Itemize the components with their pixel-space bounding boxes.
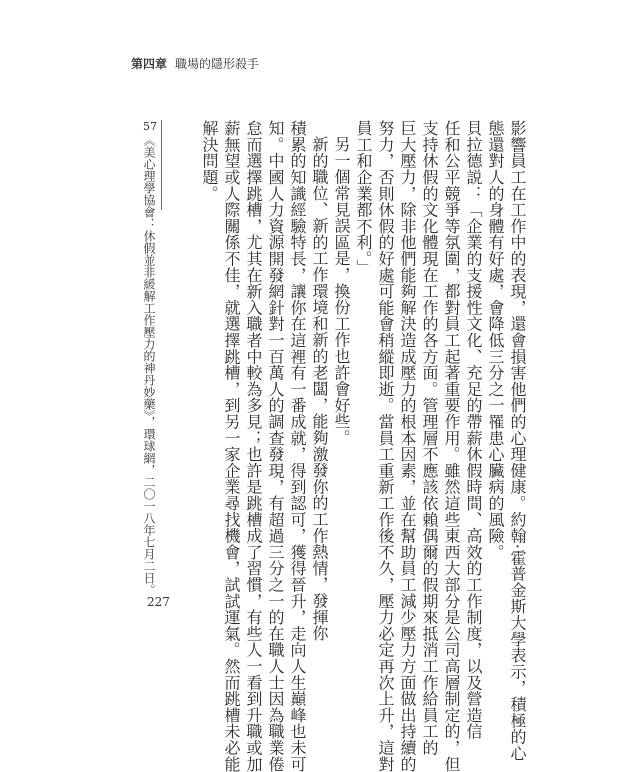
text-column: 任和公平競爭等氛圍，都對員工起著重要作用。雖然這些東西大部分是公司高層制定的，但 (442, 120, 461, 772)
text-column: 努力，否則休假的好處可能會稍縱即逝。當員工重新工作後不久，壓力必定再次上升，這對 (376, 120, 395, 772)
text-column: 解決問題。 (200, 120, 219, 202)
chapter-title: 職場的隱形殺手 (175, 57, 260, 71)
text-column: 支持休假的文化體現在工作的各方面。管理層不應該依賴偶爾的假期來抵消工作給員工的 (420, 120, 439, 756)
footnote-divider (161, 120, 162, 210)
page-number: 227 (147, 595, 170, 609)
text-column: 新的職位、新的工作環境和新的老闆，能夠激發你的工作熱情，發揮你 (310, 136, 329, 642)
text-column: 積累的知識經驗特長，讓你在這裡有一番成就，得到認可，獲得晉升，走向人生巔峰也未可 (288, 120, 307, 772)
footnote-number: 57 (143, 120, 157, 133)
body-text (195, 120, 528, 772)
text-column: 怠而選擇跳槽，尤其在新入職者中較為多見；也許是跳槽成了習慣，有些人一看到升職或加 (244, 120, 263, 772)
text-column: 薪無望或人際關係不佳，就選擇跳槽，到另一家企業尋找機會，試試運氣。然而跳槽未必能 (222, 120, 241, 772)
text-column: 知。中國人力資源開發網針對一百萬人的調查發現，有超過三分之一的在職人士因為職業倦 (266, 120, 285, 772)
text-column: 態還對人的身體有好處，會降低三分之一罹患心臟病的風險。 (486, 120, 505, 561)
text-column: 巨大壓力，除非他們能夠解決造成壓力的根本因素，並在幫助員工減少壓力方面做出持續的 (398, 120, 417, 772)
text-column: 貝拉德説：「企業的支援性文化、充足的帶薪休假時間、高效的工作制度，以及營造信 (464, 120, 483, 740)
text-column: 影響員工在工作中的表現，還會損害他們的心理健康。約翰·霍普金斯大學表示，積極的心 (508, 120, 527, 762)
chapter-header (131, 55, 259, 72)
text-column: 另一個常見誤區是，換份工作也許會好些。 (332, 136, 351, 446)
chapter-number: 第四章 (131, 57, 168, 71)
footnote-text: 《美心理學協會：休假並非緩解工作壓力的神丹妙藥》，環球網，二〇一八年七月二日。 (142, 134, 156, 596)
text-column: 員工和企業都不利。」 (354, 120, 373, 275)
